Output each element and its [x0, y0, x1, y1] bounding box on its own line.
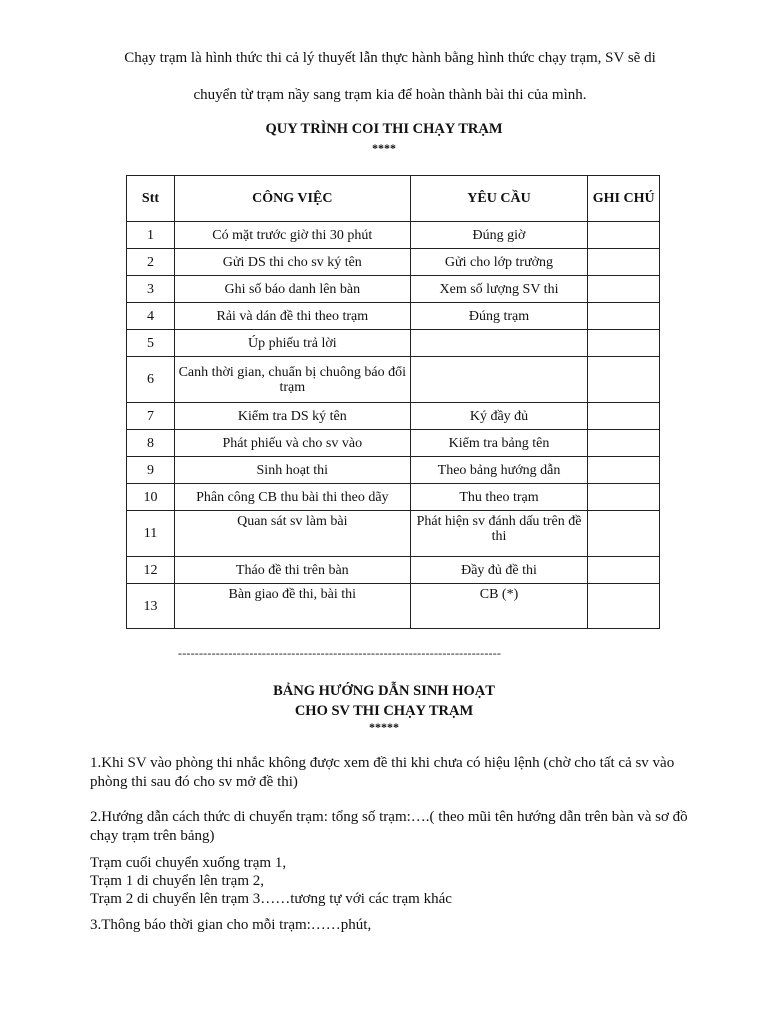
cell-stt: 4 [127, 303, 175, 330]
cell-yeu-cau: CB (*) [410, 584, 588, 629]
guide-title-line-1: BẢNG HƯỚNG DẪN SINH HOẠT [273, 683, 495, 699]
cell-ghi-chu [588, 330, 660, 357]
cell-ghi-chu [588, 584, 660, 629]
cell-cong-viec: Rải và dán đề thi theo trạm [174, 303, 410, 330]
cell-yeu-cau [410, 330, 588, 357]
cell-cong-viec: Tháo đề thi trên bàn [174, 557, 410, 584]
cell-cong-viec: Úp phiếu trả lời [174, 330, 410, 357]
cell-stt: 8 [127, 430, 175, 457]
cell-cong-viec: Kiểm tra DS ký tên [174, 403, 410, 430]
cell-stt: 2 [127, 249, 175, 276]
table-row [127, 403, 660, 430]
cell-yeu-cau: Đúng giờ [410, 222, 588, 249]
cell-ghi-chu [588, 303, 660, 330]
cell-yeu-cau: Xem số lượng SV thi [410, 276, 588, 303]
cell-stt: 9 [127, 457, 175, 484]
table-row [127, 276, 660, 303]
cell-stt: 1 [127, 222, 175, 249]
cell-cong-viec: Quan sát sv làm bài [174, 511, 410, 557]
guide-title-line-2: CHO SV THI CHẠY TRẠM [294, 703, 474, 719]
cell-yeu-cau: Thu theo trạm [410, 484, 588, 511]
cell-stt: 10 [127, 484, 175, 511]
section-divider: ----------------------------------------------------------------------------- [178, 646, 502, 660]
cell-ghi-chu [588, 276, 660, 303]
cell-ghi-chu [588, 457, 660, 484]
cell-yeu-cau: Phát hiện sv đánh dấu trên đề thi [410, 511, 588, 557]
guide-item-3: 3.Thông báo thời gian cho mỗi trạm:……phút, [90, 917, 372, 933]
intro-line-1: Chạy trạm là hình thức thi cả lý thuyết lẫn thực hành bằng hình thức chạy trạm, SV sẽ di [124, 50, 656, 66]
cell-stt: 11 [127, 511, 175, 557]
procedure-table [126, 175, 660, 629]
cell-cong-viec: Phân công CB thu bài thi theo dãy [174, 484, 410, 511]
procedure-title: QUY TRÌNH COI THI CHẠY TRẠM [265, 121, 503, 137]
cell-ghi-chu [588, 484, 660, 511]
cell-yeu-cau: Đầy đủ đề thi [410, 557, 588, 584]
cell-stt: 13 [127, 584, 175, 629]
cell-ghi-chu [588, 403, 660, 430]
procedure-stars: **** [372, 141, 396, 155]
cell-cong-viec: Sinh hoạt thi [174, 457, 410, 484]
cell-yeu-cau: Kiểm tra bảng tên [410, 430, 588, 457]
cell-ghi-chu [588, 222, 660, 249]
table-row [127, 584, 660, 629]
cell-ghi-chu [588, 357, 660, 403]
cell-cong-viec: Gửi DS thi cho sv ký tên [174, 249, 410, 276]
cell-ghi-chu [588, 430, 660, 457]
guide-move-2: Trạm 1 di chuyển lên trạm 2, [90, 873, 265, 889]
cell-cong-viec: Bàn giao đề thi, bài thi [174, 584, 410, 629]
guide-item-2: 2.Hướng dẫn cách thức di chuyển trạm: tổng số trạm:….( theo mũi tên hướng dẫn trên bàn và sơ đồ chạy trạm trên bảng) [90, 809, 688, 844]
guide-stars: ***** [369, 720, 399, 734]
cell-cong-viec: Phát phiếu và cho sv vào [174, 430, 410, 457]
table-row [127, 557, 660, 584]
cell-stt: 12 [127, 557, 175, 584]
cell-ghi-chu [588, 249, 660, 276]
guide-move-3: Trạm 2 di chuyển lên trạm 3……tương tự với các trạm khác [90, 891, 452, 907]
table-row [127, 430, 660, 457]
header-ghi-chu: GHI CHÚ [588, 176, 660, 222]
table-row [127, 222, 660, 249]
table-row [127, 303, 660, 330]
cell-yeu-cau [410, 357, 588, 403]
cell-stt: 7 [127, 403, 175, 430]
table-row [127, 457, 660, 484]
cell-cong-viec: Có mặt trước giờ thi 30 phút [174, 222, 410, 249]
table-row [127, 330, 660, 357]
cell-stt: 5 [127, 330, 175, 357]
cell-ghi-chu [588, 511, 660, 557]
cell-ghi-chu [588, 557, 660, 584]
header-yeu-cau: YÊU CẦU [410, 176, 588, 222]
cell-cong-viec: Ghi số báo danh lên bàn [174, 276, 410, 303]
table-row [127, 511, 660, 557]
header-stt: Stt [127, 176, 175, 222]
table-row [127, 249, 660, 276]
cell-yeu-cau: Đúng trạm [410, 303, 588, 330]
guide-move-1: Trạm cuối chuyển xuống trạm 1, [90, 855, 287, 871]
table-row [127, 357, 660, 403]
intro-line-2: chuyển từ trạm nầy sang trạm kia để hoàn thành bài thi của mình. [193, 87, 587, 103]
table-header-row [127, 176, 660, 222]
cell-stt: 6 [127, 357, 175, 403]
cell-cong-viec: Canh thời gian, chuẩn bị chuông báo đổi trạm [174, 357, 410, 403]
cell-stt: 3 [127, 276, 175, 303]
cell-yeu-cau: Ký đầy đủ [410, 403, 588, 430]
table-row [127, 484, 660, 511]
cell-yeu-cau: Gửi cho lớp trưởng [410, 249, 588, 276]
cell-yeu-cau: Theo bảng hướng dẫn [410, 457, 588, 484]
header-cong-viec: CÔNG VIỆC [174, 176, 410, 222]
guide-item-1: 1.Khi SV vào phòng thi nhắc không được xem đề thi khi chưa có hiệu lệnh (chờ cho tất cả sv vào phòng thi sau đó cho sv mở đề thi) [90, 755, 675, 790]
